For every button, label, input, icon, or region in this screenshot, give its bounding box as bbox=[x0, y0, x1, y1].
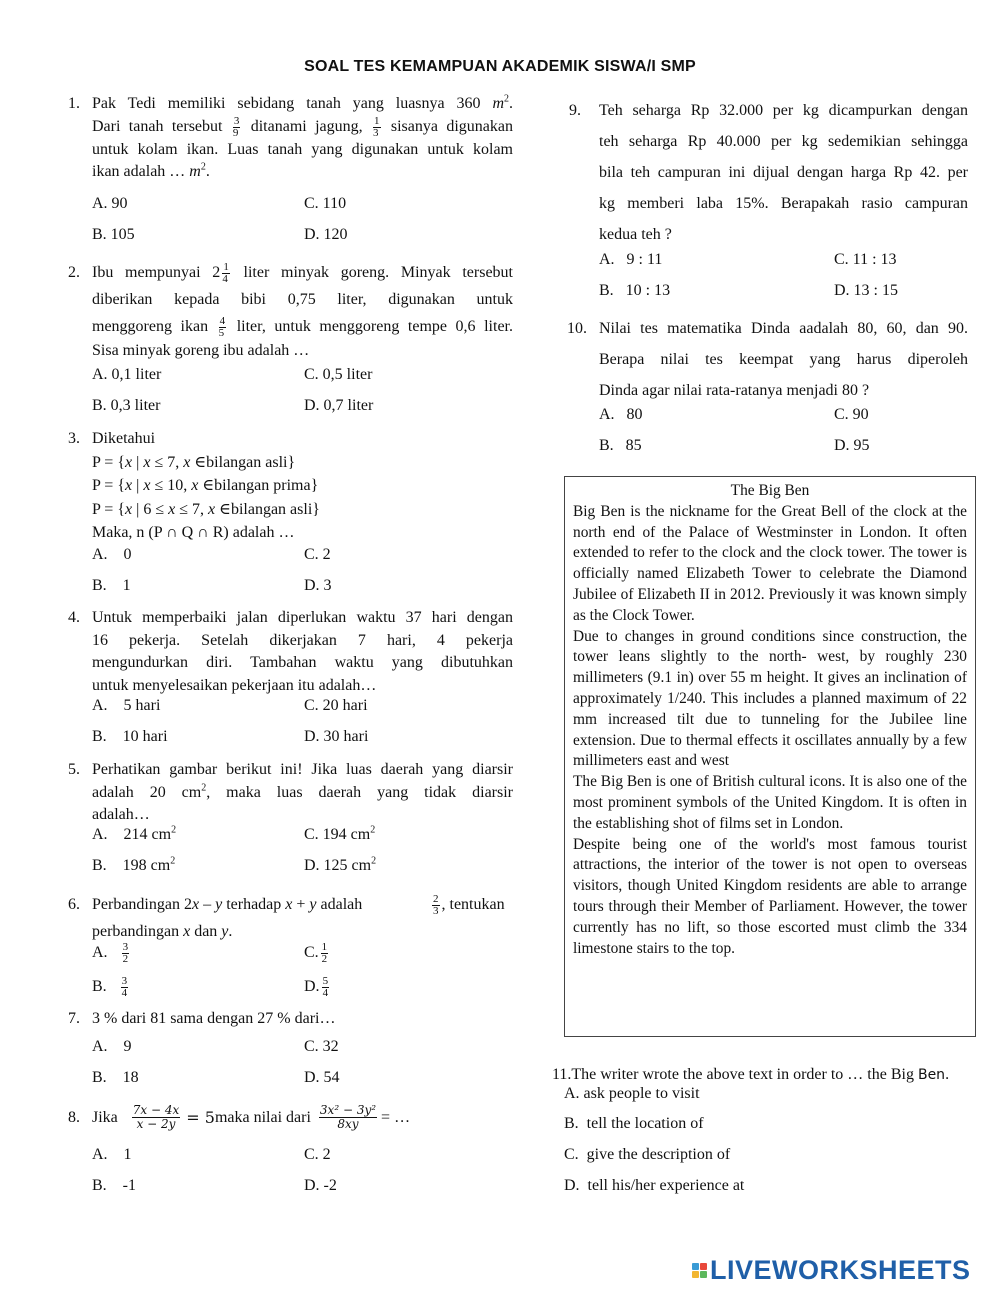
option-a[interactable]: A. 80 bbox=[599, 406, 643, 423]
option-d[interactable]: D. 30 hari bbox=[304, 728, 369, 745]
fraction: $\frac{1}{2}$ bbox=[321, 941, 328, 965]
question-text: kedua teh ? bbox=[599, 226, 672, 243]
question-text: Dari tanah tersebut $\frac{3}{9}$ ditanami jagung, $\frac{1}{3}$ sisanya digunakan bbox=[92, 114, 514, 139]
option-c[interactable]: C. 0,5 liter bbox=[304, 366, 373, 383]
option-b[interactable]: B. 198 $cm^2$ bbox=[92, 855, 176, 874]
question-text: Ibu mempunyai 2 $\frac{1}{4}$ liter minyak goreng. Minyak tersebut bbox=[92, 260, 514, 285]
option-d[interactable]: D. 54 bbox=[304, 1069, 340, 1086]
question-number: 8. bbox=[68, 1109, 80, 1126]
question-text: untuk menyelesaikan pekerjaan itu adalah… bbox=[92, 676, 377, 694]
question-number: 9. bbox=[569, 102, 581, 119]
question-text: Sisa minyak goreng ibu adalah … bbox=[92, 342, 310, 359]
question-3 bbox=[68, 427, 513, 545]
question-text: Pak Tedi memiliki sebidang tanah yang luasnya 360 $m^2$. bbox=[92, 93, 513, 112]
option-d[interactable]: D. 125 $cm^2$ bbox=[304, 855, 377, 874]
question-number: 1. bbox=[68, 95, 80, 112]
option-d[interactable]: D. -2 bbox=[304, 1177, 337, 1194]
option-b[interactable]: B. 10 : 13 bbox=[599, 282, 671, 299]
option-c[interactable]: C. $\frac{1}{2}$ bbox=[304, 941, 328, 965]
option-b[interactable]: B. 1 bbox=[92, 577, 131, 594]
option-a[interactable]: A. 9 bbox=[92, 1038, 132, 1055]
fraction: $\frac{1}{4}$ bbox=[222, 260, 229, 285]
question-10 bbox=[567, 313, 968, 406]
question-text: menggoreng ikan $\frac{4}{5}$ liter, untuk menggoreng tempe 0,6 liter. bbox=[92, 314, 513, 339]
liveworksheets-logo bbox=[692, 1255, 971, 1286]
question-text: 16 pekerja. Setelah dikerjakan 7 hari, 4 pekerja bbox=[92, 631, 513, 649]
fraction: $\frac{7x - 4x}{x - 2y}$ bbox=[132, 1103, 180, 1131]
reading-passage bbox=[564, 476, 976, 1037]
question-9 bbox=[569, 95, 968, 250]
question-text: Jika $\frac{7x - 4x}{x - 2y}$ = 5 maka nilai dari $\frac{\text{3x² − 3y²}}{8xy}$ = … bbox=[92, 1103, 411, 1131]
question-text: Dinda agar nilai rata-ratanya menjadi 80 ? bbox=[599, 382, 870, 399]
option-c[interactable]: C. 32 bbox=[304, 1038, 339, 1055]
option-c[interactable]: C. 2 bbox=[304, 1146, 331, 1163]
question-text: ikan adalah … $m^2$. bbox=[92, 161, 210, 180]
set-definition: P = {x | x ≤ 10, x ∈bilangan prima} bbox=[92, 477, 319, 494]
question-text: kg memberi laba 15%. Berapakah rasio campuran bbox=[599, 195, 968, 212]
question-text: diberikan kepada bibi 0,75 liter, digunakan untuk bbox=[92, 291, 513, 308]
logo-text: LIVEWORKSHEETS bbox=[710, 1255, 971, 1285]
option-b[interactable]: B. tell the location of bbox=[564, 1115, 704, 1132]
question-text: Untuk memperbaiki jalan diperlukan waktu 37 hari dengan bbox=[92, 609, 513, 626]
option-a[interactable]: A. 9 : 11 bbox=[599, 251, 663, 268]
option-c[interactable]: C. 90 bbox=[834, 406, 869, 423]
option-a[interactable]: A. ask people to visit bbox=[564, 1085, 700, 1102]
option-d[interactable]: D. 95 bbox=[834, 437, 870, 454]
question-6 bbox=[68, 891, 513, 945]
fraction: $\frac{1}{3}$ bbox=[373, 114, 380, 139]
question-text: untuk kolam ikan. Luas tanah yang digunakan untuk kolam bbox=[92, 140, 513, 158]
option-a[interactable]: A. 5 hari bbox=[92, 697, 161, 714]
question-4 bbox=[68, 607, 513, 697]
option-a[interactable]: A. 0 bbox=[92, 546, 132, 563]
question-text: Ben bbox=[917, 1067, 946, 1083]
option-c[interactable]: C. 11 : 13 bbox=[834, 251, 897, 268]
question-5 bbox=[68, 759, 513, 827]
fraction: $\frac{5}{4}$ bbox=[322, 975, 329, 999]
question-number: 3. bbox=[68, 430, 80, 447]
question-2 bbox=[68, 259, 514, 362]
question-11: 11.The writer wrote the above text in order to … the Big Ben. bbox=[552, 1066, 950, 1083]
option-d[interactable]: D. 3 bbox=[304, 577, 332, 594]
option-b[interactable]: B. 85 bbox=[599, 437, 642, 454]
option-d[interactable]: D. 120 bbox=[304, 226, 348, 243]
option-b[interactable]: B. 10 hari bbox=[92, 728, 168, 745]
option-d[interactable]: D. tell his/her experience at bbox=[564, 1177, 745, 1194]
question-text: adalah… bbox=[92, 806, 150, 823]
option-d[interactable]: D. 13 : 15 bbox=[834, 282, 898, 299]
option-b[interactable]: B. 105 bbox=[92, 226, 135, 243]
question-text: Perbandingan 2x – y terhadap x + y adalah $\frac{2}{3}$ , tentukan bbox=[92, 892, 505, 917]
question-number: 4. bbox=[68, 609, 80, 626]
question-text: adalah 20 $cm^2$, maka luas daerah yang tidak diarsir bbox=[92, 782, 513, 801]
question-text: Teh seharga Rp 32.000 per kg dicampurkan dengan bbox=[599, 102, 968, 119]
passage-paragraph: The Big Ben is one of British cultural icons. It is also one of the most prominent symbols of the United Kingdom. It is often in the establishing shot of films set in London. bbox=[573, 773, 967, 832]
question-text: Maka, n (P ∩ Q ∩ R) adalah … bbox=[92, 524, 295, 541]
question-number: 2. bbox=[68, 264, 80, 281]
option-a[interactable]: A. 1 bbox=[92, 1146, 132, 1163]
fraction: $\frac{3}{4}$ bbox=[121, 975, 128, 999]
question-text: perbandingan x dan y. bbox=[92, 923, 233, 940]
question-text: teh seharga Rp 40.000 per kg sedemikian sehingga bbox=[599, 133, 968, 150]
passage-title: The Big Ben bbox=[730, 482, 810, 499]
question-text: Nilai tes matematika Dinda aadalah 80, 60, dan 90. bbox=[599, 320, 968, 337]
question-text: bila teh campuran ini dijual dengan harga Rp 42. per bbox=[599, 164, 968, 181]
question-number: 6. bbox=[68, 896, 80, 913]
page-title: SOAL TES KEMAMPUAN AKADEMIK SISWA/I SMP bbox=[304, 58, 696, 75]
option-b[interactable]: B. $\frac{3}{4}$ bbox=[92, 975, 128, 999]
passage-paragraph: Big Ben is the nickname for the Great Bell of the clock at the north end of the Palace of Westminster in London. It often extended to refer to the clock and the clock tower. The tower is officially named Elizabeth Tower to celebrate the Diamond Jubilee of Elizabeth II in 2012. Previously it was known simply as the Clock Tower. bbox=[573, 502, 967, 624]
set-definition: P = {x | x ≤ 7, x ∈bilangan asli} bbox=[92, 453, 296, 471]
question-8 bbox=[68, 1103, 513, 1131]
logo-icon bbox=[692, 1263, 707, 1278]
option-c[interactable]: C. give the description of bbox=[564, 1146, 731, 1163]
option-a[interactable]: A. 214 $cm^2$ bbox=[92, 824, 177, 843]
option-c[interactable]: C. 110 bbox=[304, 195, 347, 212]
option-c[interactable]: C. 194 $cm^2$ bbox=[304, 824, 376, 843]
option-a[interactable]: A. 0,1 liter bbox=[92, 366, 162, 383]
option-b[interactable]: B. 0,3 liter bbox=[92, 397, 161, 414]
question-number: 11. bbox=[552, 1066, 572, 1083]
question-number: 5. bbox=[68, 761, 80, 778]
question-text: Diketahui bbox=[92, 430, 156, 447]
option-b[interactable]: B. -1 bbox=[92, 1177, 136, 1194]
option-a[interactable]: A. $\frac{3}{2}$ bbox=[92, 941, 129, 965]
fraction: $\frac{4}{5}$ bbox=[218, 314, 226, 339]
question-7 bbox=[68, 1008, 513, 1031]
question-text: The writer wrote the above text in order to … the Big bbox=[571, 1066, 918, 1083]
question-text: 3 % dari 81 sama dengan 27 % dari… bbox=[92, 1010, 336, 1027]
question-number: 7. bbox=[68, 1010, 80, 1027]
option-b[interactable]: B. 18 bbox=[92, 1069, 139, 1086]
fraction: $\frac{\text{3x² − 3y²}}{8xy}$ bbox=[319, 1103, 377, 1131]
question-text: mengundurkan diri. Tambahan waktu yang dibutuhkan bbox=[92, 654, 513, 671]
option-a[interactable]: A. 90 bbox=[92, 195, 128, 212]
passage-paragraph: Despite being one of the world's most famous tourist attractions, the interior of the tower is not open to overseas visitors, though United Kingdom residents are able to arrange tours through their Member of Parliament. However, the tower currently has no lift, so those escorted must climb the 334 limestone stairs to the top. bbox=[573, 835, 967, 957]
question-1 bbox=[68, 93, 514, 184]
question-number: 10. bbox=[567, 320, 587, 337]
option-c[interactable]: C. 20 hari bbox=[304, 697, 368, 714]
option-c[interactable]: C. 2 bbox=[304, 546, 331, 563]
fraction: $\frac{3}{2}$ bbox=[122, 941, 129, 965]
question-text: Berapa nilai tes keempat yang harus diperoleh bbox=[599, 351, 968, 368]
passage-paragraph: Due to changes in ground conditions since construction, the tower leans slightly to the north- west, by roughly 230 millimeters (9.1 in) over 55 m height. It gives an inclination of approximately 1/240. This includes a planned maximum of 22 mm increased tilt due to tunneling for the Jubilee line extension. Due to thermal effects it oscillates annually by a few millimeters east and west bbox=[573, 627, 967, 770]
question-text: Perhatikan gambar berikut ini! Jika luas daerah yang diarsir bbox=[92, 761, 513, 778]
set-definition: P = {x | 6 ≤ x ≤ 7, x ∈bilangan asli} bbox=[92, 500, 320, 518]
option-d[interactable]: D. $\frac{5}{4}$ bbox=[304, 975, 329, 999]
option-d[interactable]: D. 0,7 liter bbox=[304, 397, 374, 414]
fraction: $\frac{3}{9}$ bbox=[232, 114, 240, 139]
fraction: $\frac{2}{3}$ bbox=[433, 892, 439, 917]
